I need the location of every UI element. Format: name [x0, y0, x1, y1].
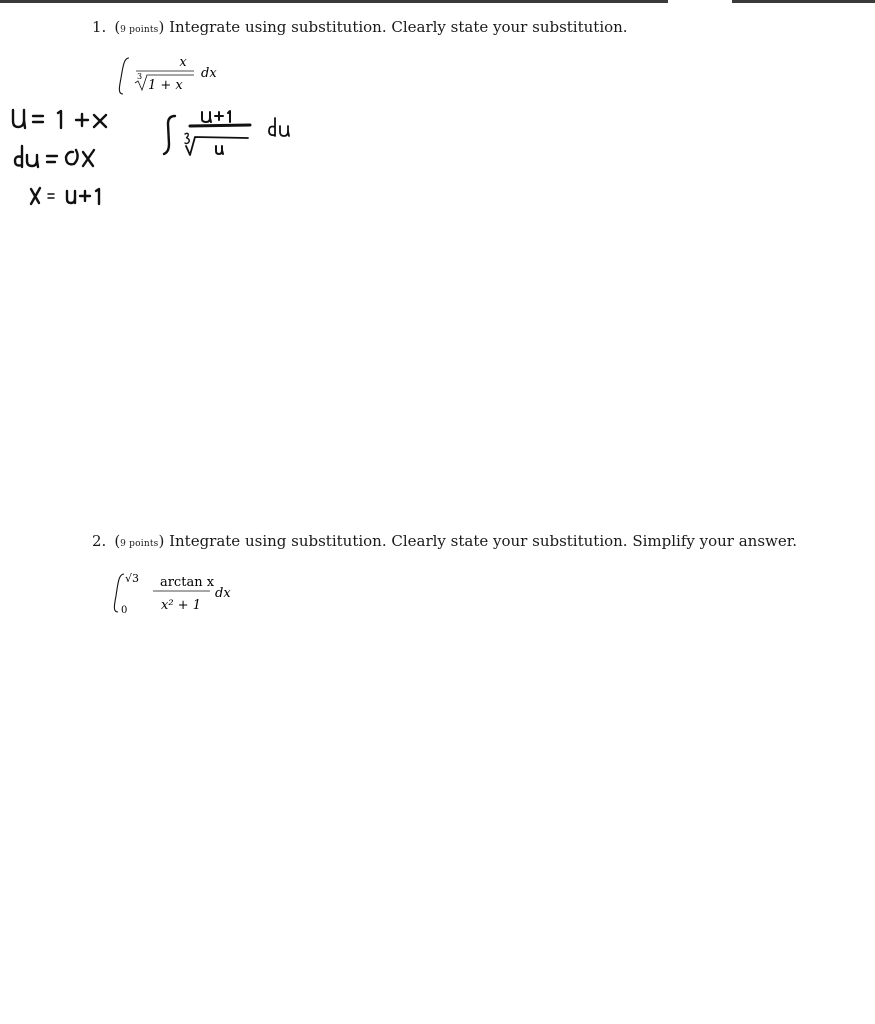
handwritten-rewritten-integral — [160, 108, 310, 168]
points-label: 9 points — [120, 25, 159, 35]
handwritten-substitution-du — [10, 142, 110, 174]
handwritten-radicand — [216, 146, 223, 154]
problem-text: Integrate using substitution. Clearly state your substitution. Simplify your answer. — [169, 532, 798, 550]
handwritten-differential — [269, 118, 289, 136]
handwritten-fraction-bar — [190, 125, 250, 126]
radicand: 1 + x — [148, 78, 183, 93]
integral-2 — [108, 566, 248, 618]
points-label: 9 points — [120, 539, 159, 549]
top-tab — [668, 0, 732, 3]
problem-2: 2. (9 points) Integrate using substitution. Clearly state your substitution. Simplify your answer. — [92, 532, 798, 550]
handwritten-root-index — [185, 133, 189, 143]
top-border — [0, 0, 875, 3]
integral-numerator: arctan x — [159, 575, 215, 590]
differential: dx — [201, 66, 217, 81]
integral-1 — [110, 50, 250, 100]
integral-denominator: x² + 1 — [161, 598, 201, 613]
handwritten-substitution-u — [10, 106, 110, 136]
problem-1: 1. (9 points) Integrate using substitution. Clearly state your substitution. — [92, 18, 628, 36]
differential: dx — [215, 586, 231, 601]
upper-limit: √3 — [125, 572, 140, 585]
problem-number: 1. — [92, 18, 107, 36]
handwritten-substitution-x — [28, 185, 113, 211]
problem-number: 2. — [92, 532, 107, 550]
handwritten-numerator — [202, 111, 230, 122]
problem-text: Integrate using substitution. Clearly state your substitution. — [169, 18, 628, 36]
root-index: 3 — [137, 72, 143, 81]
handwritten-integral-sign — [164, 116, 175, 154]
lower-limit: 0 — [121, 605, 128, 616]
integral-numerator: x — [179, 55, 187, 70]
